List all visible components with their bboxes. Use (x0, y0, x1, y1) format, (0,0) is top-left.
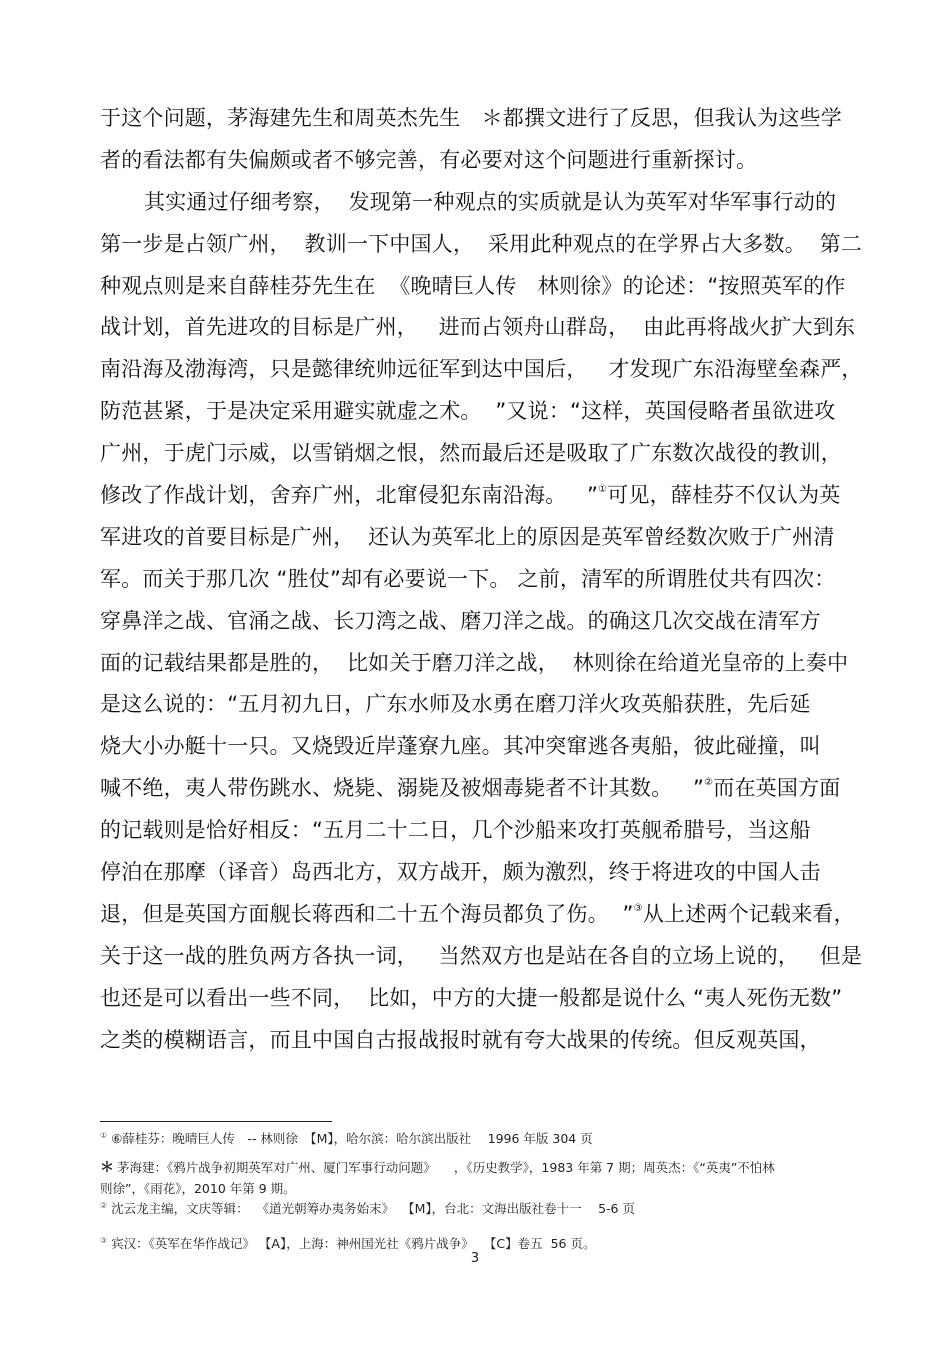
footnote-divider (100, 1121, 332, 1122)
footnote-star-continued: 则徐”，《雨花》，2010 年第 9 期。 (100, 1181, 296, 1196)
body-line: 停泊在那摩（译音）岛西北方，双方战开，颇为激烈，终于将进攻的中国人击 (100, 860, 821, 885)
body-line: 战计划，首先进攻的目标是广州， 进而占领舟山群岛， 由此再将战火扩大到东 (100, 315, 856, 340)
body-line: 穿鼻洋之战、官涌之战、长刀湾之战、磨刀洋之战。的确这几次交战在清军方 (100, 608, 821, 633)
footnote-2 (100, 1198, 860, 1221)
body-line: 是这么说的：“五月初九日，广东水师及水勇在磨刀洋火攻英船获胜，先后延 (100, 692, 811, 717)
body-line (100, 768, 845, 810)
footnote-text: 宾汉：《英军在华作战记》 【A】，上海：神州国光社《鸦片战争》 【C】卷五 56 页。 (111, 1236, 596, 1251)
body-line-text: 喊不绝，夷人带伤跳水、烧毙、溺毙及被烟毒毙者不计其数。 ” (100, 776, 705, 801)
body-line: 种观点则是来自薛桂芬先生在 《晚晴巨人传 林则徐》的论述：“按照英军的作 (100, 273, 846, 298)
body-line: 烧大小办艇十一只。又烧毁近岸蓬寮九座。其冲突窜逃各夷船，彼此碰撞，叫 (100, 734, 821, 759)
body-line: 关于这一战的胜负两方各执一词， 当然双方也是站在各自的立场上说的， 但是 (100, 943, 863, 968)
body-line: 南沿海及渤海湾，只是懿律统帅远征军到达中国后， 才发现广东沿海壁垒森严， (100, 357, 863, 382)
body-line-text: 而在英国方面 (713, 776, 841, 801)
body-line: 军进攻的首要目标是广州， 还认为英军北上的原因是英军曾经数次败于广州清 (100, 524, 835, 549)
footnote-ref-3[interactable]: ③ (633, 902, 643, 914)
body-line: 面的记载结果都是胜的， 比如关于磨刀洋之战， 林则徐在给道光皇帝的上奏中 (100, 650, 849, 675)
body-line-text: 从上述两个记载来看， (642, 901, 855, 926)
footnote-mark: ② (100, 1201, 108, 1210)
footnote-mark: ＊ (100, 1160, 114, 1176)
body-line: 于这个问题，茅海建先生和周英杰先生 ＊都撰文进行了反思，但我认为这些学 (100, 106, 842, 130)
body-line-text: 退，但是英国方面舰长蒋西和二十五个海员都负了伤。 ” (100, 901, 634, 926)
body-line: 其实通过仔细考察， 发现第一种观点的实质就是认为英军对华军事行动的 (144, 189, 837, 214)
footnote-1 (100, 1128, 860, 1151)
footnote-ref-1[interactable]: ① (598, 484, 608, 496)
page-number: 3 (470, 1251, 480, 1266)
body-line-text: 可见，薛桂芬不仅认为英 (607, 483, 841, 508)
footnote-ref-2[interactable]: ② (704, 777, 714, 789)
body-line (100, 894, 855, 936)
body-line: 防范甚紧，于是决定采用避实就虚之术。 ”又说：“这样，英国侵略者虽欲进攻 (100, 399, 836, 424)
body-line (100, 475, 845, 517)
body-line: 的记载则是恰好相反：“五月二十二日，几个沙船来攻打英舰希腊号，当这船 (100, 818, 811, 843)
body-line: 第一步是占领广州， 教训一下中国人， 采用此种观点的在学界占大多数。 第二 (100, 231, 863, 256)
body-line: 之类的模糊语言，而且中国自古报战报时就有夸大战果的传统。但反观英国， (100, 1027, 821, 1052)
body-line: 者的看法都有失偏颇或者不够完善，有必要对这个问题进行重新探讨。 (100, 147, 758, 172)
body-line: 广州，于虎门示威，以雪销烟之恨，然而最后还是吸取了广东数次战役的教训， (100, 441, 842, 466)
footnotes (100, 1128, 860, 1256)
footnote-star (100, 1157, 860, 1179)
footnote-mark: ① (100, 1131, 108, 1140)
footnote-text: 沈云龙主编，文庆等辑： 《道光朝筹办夷务始末》 【M】，台北：文海出版社卷十一 5-6 页 (111, 1201, 635, 1216)
body-line: 军。而关于那几次 “胜仗”却有必要说一下。 之前，清军的所谓胜仗共有四次： (100, 566, 836, 591)
footnote-text: 茅海建：《鸦片战争初期英军对广州、厦门军事行动问题》 ，《历史教学》，1983 年第 7 期；周英杰：《“英夷”不怕林 (117, 1160, 775, 1175)
footnote-text: ⑥薛桂芬：晚晴巨人传 -- 林则徐 【M】，哈尔滨：哈尔滨出版社 1996 年版 304 页 (111, 1131, 593, 1146)
body-text (100, 98, 863, 1061)
footnote-mark: ③ (100, 1236, 108, 1245)
body-line-text: 修改了作战计划，舍弃广州，北窜侵犯东南沿海。 ” (100, 483, 599, 508)
body-line: 也还是可以看出一些不同， 比如，中方的大捷一般都是说什么 “夷人死伤无数” (100, 985, 843, 1010)
